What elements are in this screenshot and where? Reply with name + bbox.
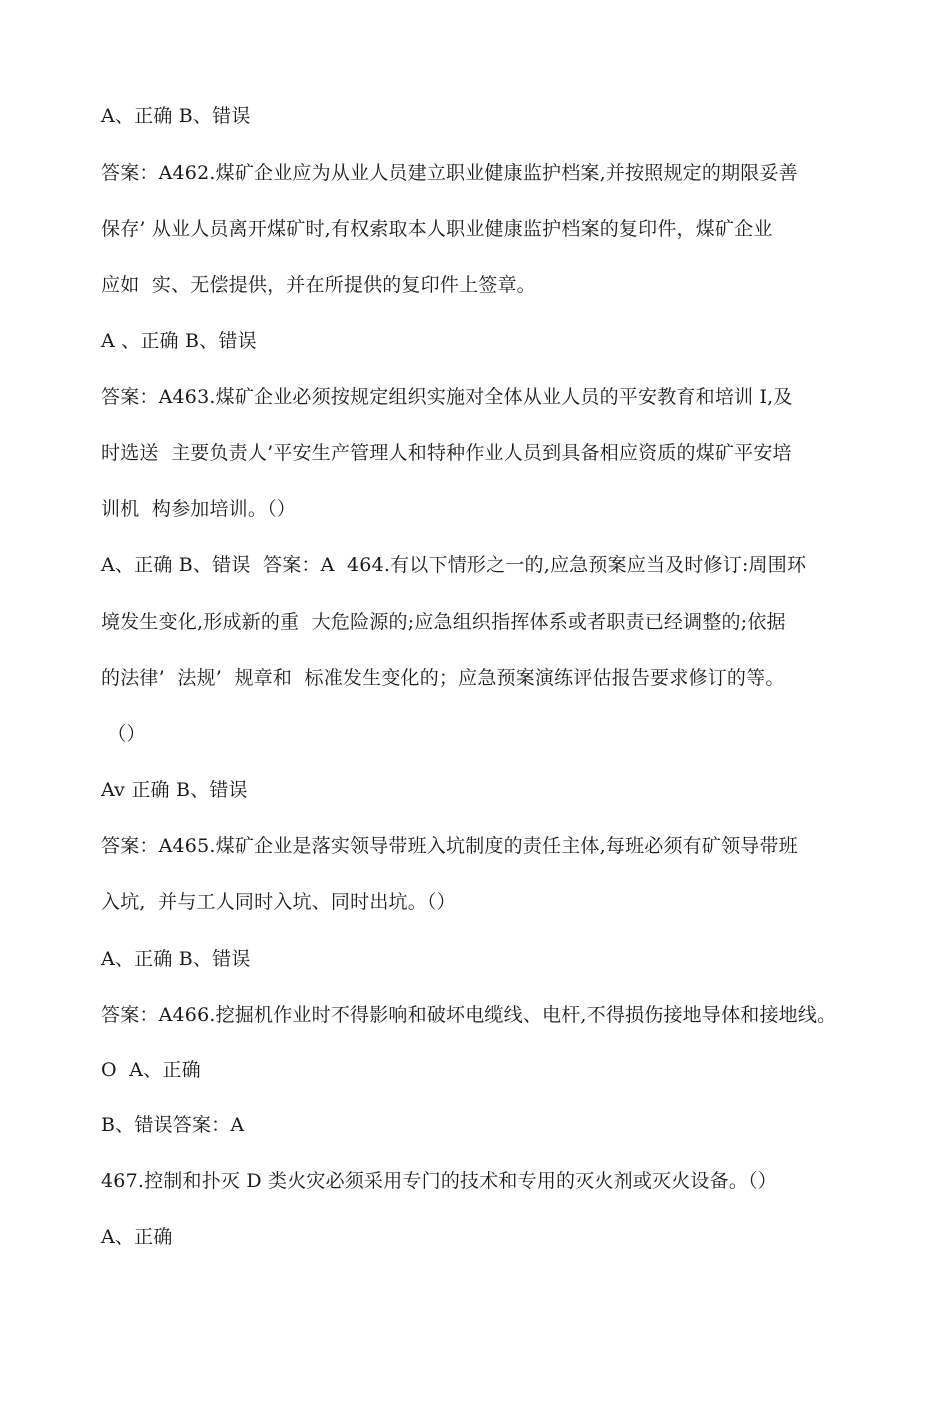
text-line: 入坑, 并与工人同时入坑、同时出坑。（） (101, 891, 456, 913)
text-line: 答案：A466.挖掘机作业时不得影响和破坏电缆线、电杆,不得损伤接地导体和接地线。 (101, 1004, 837, 1026)
text-line: 答案：A463.煤矿企业必须按规定组织实施对全体从业人员的平安教育和培训 I,及 (101, 386, 793, 408)
text-line: （） (101, 723, 146, 745)
text-line: 的法律’ 法规’ 规章和 标准发生变化的；应急预案演练评估报告要求修订的等。 (101, 667, 785, 689)
text-line: A、正确 B、错误 (101, 105, 251, 127)
text-line: 应如 实、无偿提供，并在所提供的复印件上签章。 (101, 274, 536, 296)
text-line: 答案：A465.煤矿企业是落实领导带班入坑制度的责任主体,每班必须有矿领导带班 (101, 835, 798, 857)
text-line: A、正确 B、错误 答案：A 464.有以下情形之一的,应急预案应当及时修订:周围环 (101, 554, 807, 576)
text-line: O A、正确 (101, 1059, 201, 1081)
text-line: 答案：A462.煤矿企业应为从业人员建立职业健康监护档案,并按照规定的期限妥善 (101, 162, 798, 184)
text-line: 境发生变化,形成新的重 大危险源的;应急组织指挥体系或者职责已经调整的;依据 (101, 611, 786, 633)
text-line: B、错误答案：A (101, 1114, 245, 1136)
text-line: Av 正确 B、错误 (101, 779, 248, 801)
text-line: A、正确 B、错误 (101, 948, 251, 970)
text-line: 467.控制和扑灭 D 类火灾必须采用专门的技术和专用的灭火剂或灭火设备。（） (101, 1170, 777, 1192)
text-line: 保存’ 从业人员离开煤矿时,有权索取本人职业健康监护档案的复印件，煤矿企业 (101, 218, 773, 240)
text-line: A、正确 (101, 1226, 173, 1248)
text-line: 训机 构参加培训。（） (101, 498, 296, 520)
text-line: A 、正确 B、错误 (101, 330, 257, 352)
text-line: 时选送 主要负责人’平安生产管理人和特种作业人员到具备相应资质的煤矿平安培 (101, 442, 792, 464)
